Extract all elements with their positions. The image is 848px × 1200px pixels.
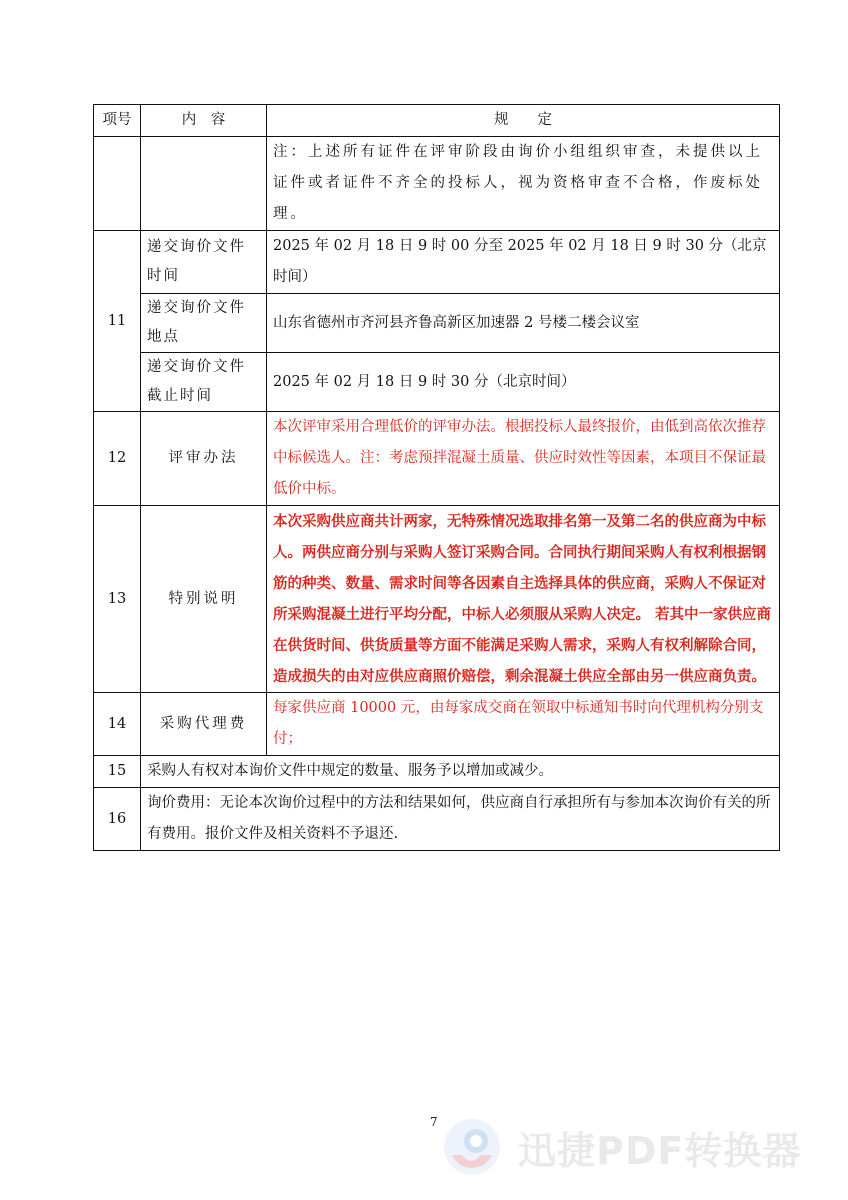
row-12-label: 评审办法 <box>141 412 267 506</box>
row-12-rule: 本次评审采用合理低价的评审办法。根据投标人最终报价，由低到高依次推荐中标候选人。注：考虑预拌混凝土质量、供应时效性等因素，本项目不保证最低价中标。 <box>267 412 780 506</box>
row-13-rule: 本次采购供应商共计两家，无特殊情况选取排名第一及第二名的供应商为中标人。两供应商分别与采购人签订采购合同。合同执行期间采购人有权利根据钢筋的种类、数量、需求时间等各因素自主选择具体的供应商，采购人不保证对所采购混凝土进行平均分配，中标人必须服从采购人决定。 若其中一家供应商在供货时间、供货质量等方面不能满足采购人需求，采购人有权利解除合同，造成损失的由对应供应商照价赔偿，剩余混凝土供应全部由另一供应商负责。 <box>267 506 780 693</box>
row-14-label: 采购代理费 <box>141 693 267 756</box>
row-11b <box>94 294 780 353</box>
row-14-rule: 每家供应商 10000 元，由每家成交商在领取中标通知书时向代理机构分别支付； <box>267 693 780 756</box>
note-row <box>94 137 780 231</box>
row-16 <box>94 788 780 851</box>
note-rule: 注：上述所有证件在评审阶段由询价小组组织审查，未提供以上证件或者证件不齐全的投标人，视为资格审查不合格，作废标处理。 <box>267 137 780 231</box>
table-header-row <box>94 105 780 137</box>
row-15-rule: 采购人有权对本询价文件中规定的数量、服务予以增加或减少。 <box>141 756 780 788</box>
row-11-rule-3: 2025 年 02 月 18 日 9 时 30 分（北京时间） <box>267 353 780 412</box>
row-12 <box>94 412 780 506</box>
row-12-no: 12 <box>94 412 141 506</box>
watermark-text: 迅捷PDF转换器 <box>518 1128 802 1173</box>
row-16-rule: 询价费用：无论本次询价过程中的方法和结果如何，供应商自行承担所有与参加本次询价有关的所有费用。报价文件及相关资料不予退还. <box>141 788 780 851</box>
row-14-no: 14 <box>94 693 141 756</box>
row-11-label-2: 递交询价文件地点 <box>141 294 267 353</box>
row-13-no: 13 <box>94 506 141 693</box>
spec-table <box>93 104 780 851</box>
row-13-label: 特别说明 <box>141 506 267 693</box>
row-11-label-3: 递交询价文件截止时间 <box>141 353 267 412</box>
row-13 <box>94 506 780 693</box>
page-number: 7 <box>430 1115 438 1129</box>
row-15 <box>94 756 780 788</box>
row-14 <box>94 693 780 756</box>
row-11a <box>94 231 780 294</box>
watermark <box>440 1114 820 1180</box>
header-content: 内 容 <box>141 105 267 137</box>
row-16-no: 16 <box>94 788 141 851</box>
row-11-rule-1: 2025 年 02 月 18 日 9 时 00 分至 2025 年 02 月 18 日 9 时 30 分（北京时间） <box>267 231 780 294</box>
xunjie-logo-icon <box>440 1115 504 1179</box>
header-no: 项号 <box>94 105 141 137</box>
header-rule: 规 定 <box>267 105 780 137</box>
row-11-rule-2: 山东省德州市齐河县齐鲁高新区加速器 2 号楼二楼会议室 <box>267 294 780 353</box>
row-11c <box>94 353 780 412</box>
row-15-no: 15 <box>94 756 141 788</box>
row-11-no: 11 <box>94 231 141 412</box>
row-11-label-1: 递交询价文件时间 <box>141 231 267 294</box>
